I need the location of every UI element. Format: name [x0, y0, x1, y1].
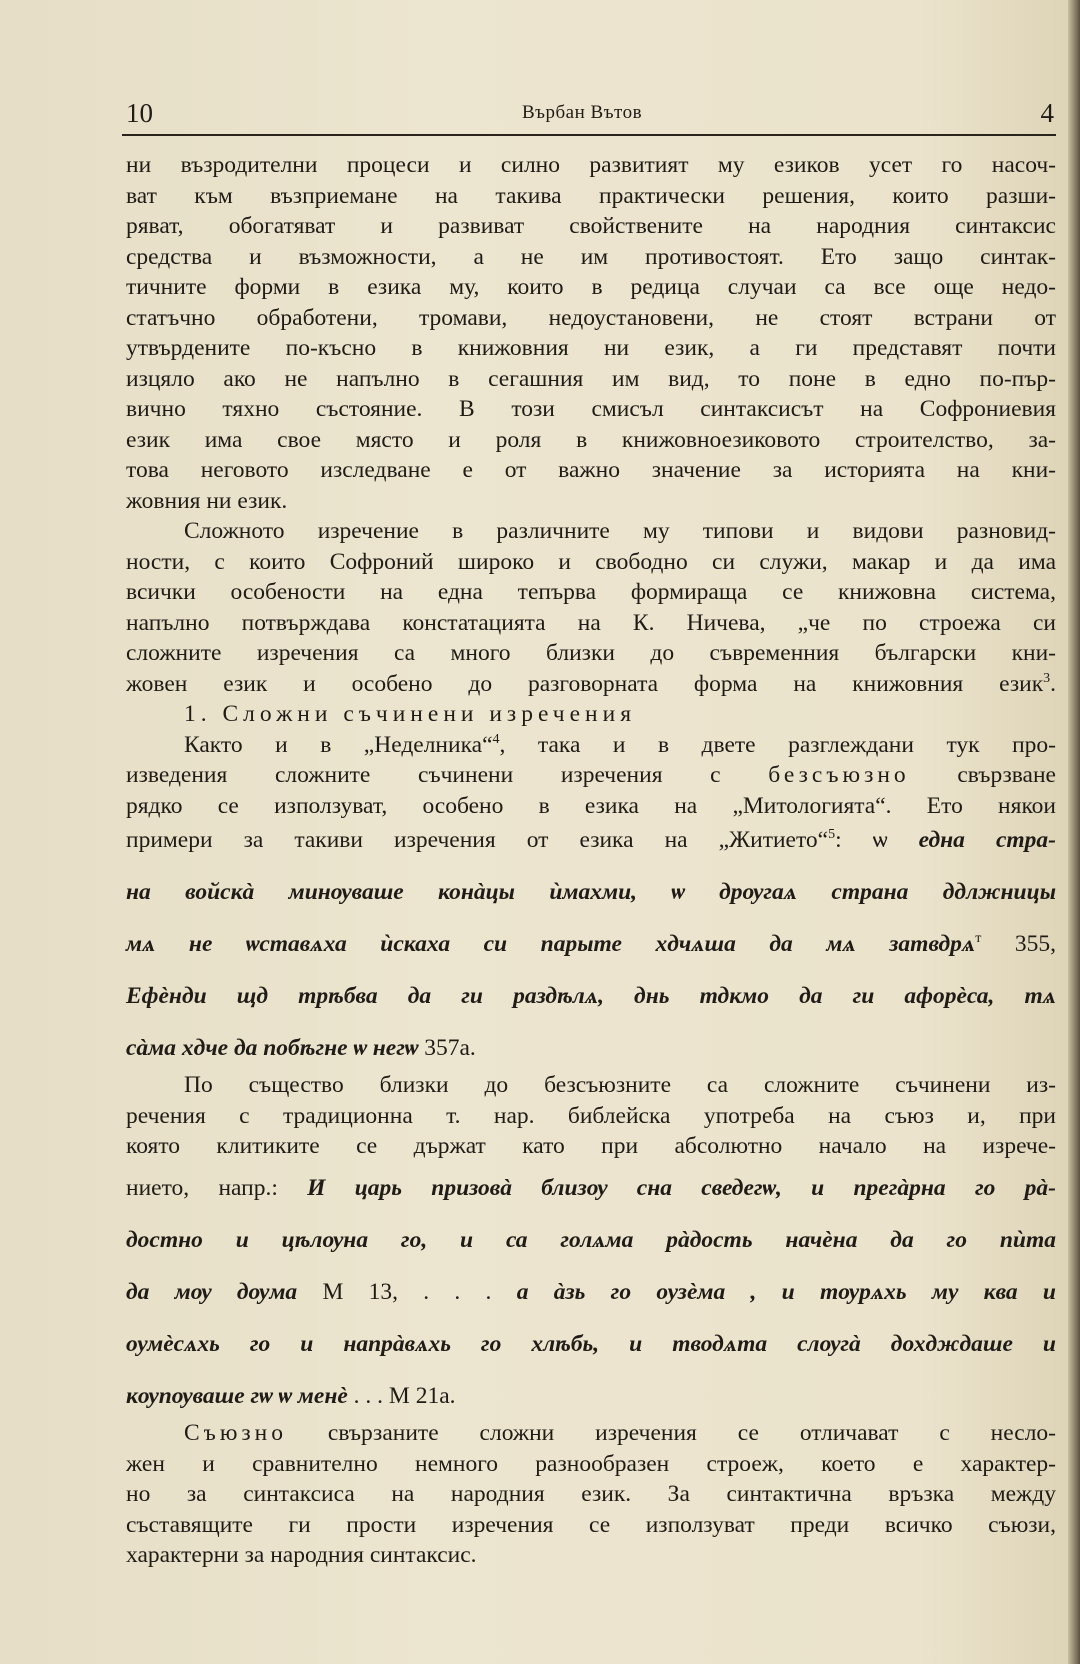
text-line: характерни за народния синтаксис.	[126, 1542, 477, 1568]
body-text-para4	[126, 1070, 1056, 1162]
example-text: една стра-	[887, 827, 1056, 853]
footnote-ref: 4	[492, 731, 500, 747]
text-line: която клитиките се държат като при абсолютно начало на изрече-	[126, 1133, 1056, 1159]
example-line	[126, 1266, 1056, 1318]
text-run: нието, напр.:	[126, 1175, 308, 1201]
footnote-ref: 3	[1043, 670, 1051, 686]
page-edge-shadow	[1068, 0, 1080, 1664]
spaced-term: безсъюзно	[768, 762, 910, 788]
source-ref: 357а.	[418, 1035, 476, 1061]
text-run: Както и в „Неделника“	[184, 731, 493, 758]
running-head-author: Върбан Вътов	[522, 102, 643, 123]
text-line: напълно потвърждава констатацията на К. Ничева, „че по строежа си	[126, 609, 1056, 636]
example-line: Ефèнди щд трѣбва да ги раздѣлѧ, днь тдкмо да ги афорèса, тѧ	[126, 983, 1056, 1009]
example-text: мѧ не ѡставѧха ѝскаха си парыте хдчѧша да мѧ затвдрѧ	[126, 931, 976, 957]
text-run: жовен език и особено до разговорната форма на книжовния език	[126, 670, 1044, 697]
text-line: изцяло ако не напълно в сегашния им вид, то поне в едно по-пър-	[126, 365, 1056, 392]
source-ref: . . . М 21а.	[347, 1383, 456, 1409]
text-run: изведения сложните съчинени изречения с	[126, 762, 769, 788]
body-text-para5	[126, 1418, 1056, 1571]
text-line: ват към възприемане на такива практически решения, които разши-	[126, 182, 1056, 209]
text-line	[126, 814, 1056, 866]
source-ref: М 13, . . .	[297, 1279, 517, 1305]
example-block-1	[126, 814, 1056, 1074]
text-line	[126, 1418, 1056, 1449]
running-header	[126, 96, 1054, 132]
example-line	[126, 1370, 1056, 1422]
text-line: сложните изречения са много близки до съвременния български кни-	[126, 640, 1056, 666]
text-line: вично тяхно състояние. В този смисъл синтаксисът на Софрониевия	[126, 396, 1056, 422]
text-run: .	[1050, 670, 1056, 697]
text-line: Сложното изречение в различните му типови и видови разновид-	[184, 518, 1056, 544]
text-line: ности, с които Софроний широко и свободно си служи, макар и да има	[126, 548, 1056, 575]
text-line: език има свое място и роля в книжовноезиковото строителство, за-	[126, 426, 1056, 453]
example-line: достно и цѣлѹна го, и са голѧма рàдость начèна да го пѝта	[126, 1227, 1056, 1253]
text-line: утвърдените по-късно в книжовния ни език, а ги представят почти	[126, 335, 1056, 361]
text-line: рядко се използуват, особено в езика на „Митологията“. Ето някои	[126, 792, 1056, 819]
text-line: всички особености на една тепърва формираща се книжовна система,	[126, 579, 1056, 605]
body-text-top	[126, 150, 1056, 821]
text-line: средства и възможности, а не им противостоят. Ето защо синтак-	[126, 243, 1056, 270]
text-line	[126, 669, 1056, 700]
text-line: жовния ни език.	[126, 487, 288, 514]
text-run: свързване	[909, 762, 1056, 788]
example-line: оумèсѧхь го и напрàвѧхь го хлѣбь, и тводѧта слѹгà дохдждаше и	[126, 1331, 1056, 1357]
example-line	[126, 1022, 1056, 1074]
text-line: но за синтаксиса на народния език. За синтактична връзка между	[126, 1481, 1056, 1507]
text-run: , така и в двете разглеждани тук про-	[499, 731, 1056, 758]
example-text: И царь призовà близѹ сна сведегѡ, и прегàрна го рà-	[307, 1175, 1056, 1201]
superscript-mark: т	[975, 931, 982, 947]
page-number-right: 4	[1040, 98, 1054, 128]
footnote-ref: 5	[828, 827, 836, 843]
text-line: статъчно обработени, тромави, недоустановени, не стоят встрани от	[126, 304, 1056, 331]
text-line	[126, 1162, 1056, 1214]
example-text: а àзь го оузèма , и тѹрѧхь му ква и	[516, 1279, 1056, 1305]
text-line: ряват, обогатяват и развиват свойствените на народния синтаксис	[126, 213, 1056, 239]
text-line: По същество близки до безсъюзните са сложните съчинени из-	[184, 1072, 1056, 1098]
example-text: сàма хдче да побѣгне ѡ негѡ	[126, 1035, 419, 1061]
source-ref: 355,	[981, 931, 1057, 957]
section-heading: 1. Сложни съчинени изречения	[184, 701, 637, 727]
text-run: примери за такиви изречения от езика на „Житието“	[126, 827, 829, 853]
page-number-left: 10	[126, 98, 153, 128]
text-line: това неговото изследване е от важно значение за историята на кни-	[126, 457, 1056, 483]
text-line: ни възродителни процеси и силно развитият му езиков усет го насоч-	[126, 152, 1056, 178]
text-run: : ѡ	[835, 827, 888, 853]
header-rule	[122, 134, 1056, 136]
example-text: да мѹ дѹма	[126, 1279, 298, 1305]
text-line: съставящите ги прости изречения се използуват преди всичко съюзи,	[126, 1511, 1056, 1538]
example-block-2	[126, 1162, 1056, 1422]
text-line	[126, 760, 1056, 791]
text-line: тичните форми в езика му, които в редица случаи са все още недо-	[126, 274, 1056, 300]
text-line	[126, 730, 1056, 761]
text-run: свързаните сложни изречения се отличават с несло-	[287, 1420, 1056, 1446]
spaced-term: Съюзно	[184, 1420, 287, 1446]
text-line: жен и сравнително немного разнообразен строеж, което е характер-	[126, 1450, 1056, 1477]
example-text: кѹпѹваше гѡ ѡ менè	[126, 1383, 348, 1409]
example-line: на войскà минѹваше конàцы ѝмахми, ѡ дрѹгаѧ страна ддлжницы	[126, 879, 1056, 905]
text-line: речения с традиционна т. нар. библейска употреба на съюз и, при	[126, 1102, 1056, 1129]
example-line	[126, 918, 1056, 970]
